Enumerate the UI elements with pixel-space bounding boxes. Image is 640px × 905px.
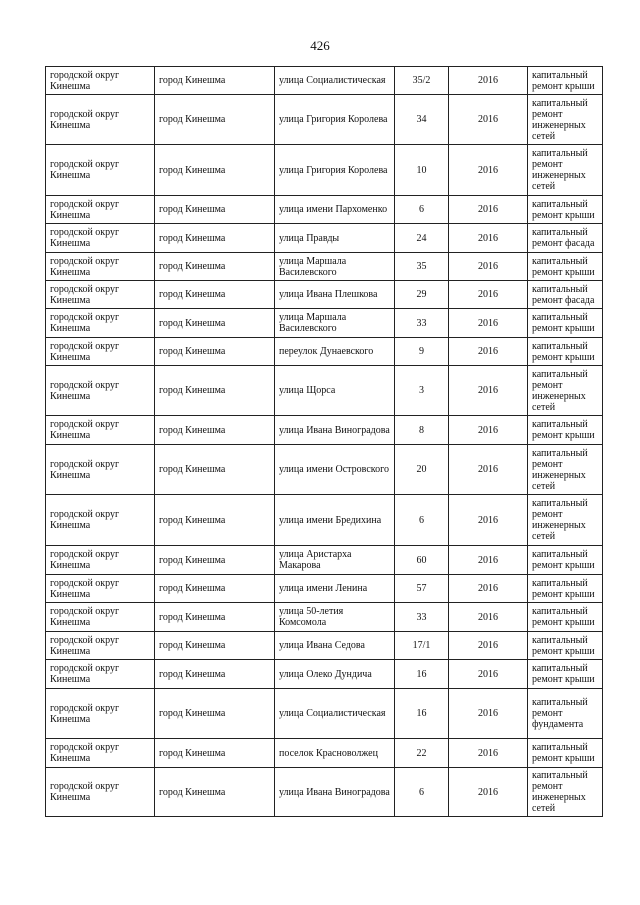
work-type-cell: капитальный ремонт крыши: [528, 196, 603, 224]
street-cell: улица Ивана Седова: [275, 632, 395, 660]
house-number-cell: 33: [395, 603, 449, 632]
settlement-cell: город Кинешма: [155, 253, 275, 281]
house-number-cell: 24: [395, 224, 449, 253]
house-number-cell: 8: [395, 416, 449, 445]
year-cell: 2016: [449, 689, 528, 739]
year-cell: 2016: [449, 366, 528, 416]
year-cell: 2016: [449, 338, 528, 366]
work-type-cell: капитальный ремонт инженерных сетей: [528, 495, 603, 546]
house-number-cell: 34: [395, 95, 449, 145]
settlement-cell: город Кинешма: [155, 495, 275, 546]
municipality-cell: городской округ Кинешма: [46, 253, 155, 281]
work-type-cell: капитальный ремонт фундамента: [528, 689, 603, 739]
year-cell: 2016: [449, 768, 528, 817]
year-cell: 2016: [449, 224, 528, 253]
page-number: 426: [310, 38, 330, 53]
settlement-cell: город Кинешма: [155, 632, 275, 660]
year-cell: 2016: [449, 145, 528, 196]
municipality-cell: городской округ Кинешма: [46, 145, 155, 196]
year-cell: 2016: [449, 309, 528, 338]
repair-registry-table: [45, 66, 603, 817]
table-row: [46, 281, 603, 309]
table-row: [46, 416, 603, 445]
table-row: [46, 366, 603, 416]
settlement-cell: город Кинешма: [155, 145, 275, 196]
table-row: [46, 739, 603, 768]
street-cell: улица Правды: [275, 224, 395, 253]
street-cell: переулок Дунаевского: [275, 338, 395, 366]
table-row: [46, 309, 603, 338]
table-row: [46, 603, 603, 632]
table-row: [46, 445, 603, 495]
street-cell: улица Ивана Плешкова: [275, 281, 395, 309]
settlement-cell: город Кинешма: [155, 366, 275, 416]
municipality-cell: городской округ Кинешма: [46, 603, 155, 632]
registry-table-body: [46, 67, 603, 817]
table-row: [46, 253, 603, 281]
settlement-cell: город Кинешма: [155, 196, 275, 224]
municipality-cell: городской округ Кинешма: [46, 575, 155, 603]
work-type-cell: капитальный ремонт крыши: [528, 67, 603, 95]
year-cell: 2016: [449, 495, 528, 546]
year-cell: 2016: [449, 739, 528, 768]
street-cell: улица имени Пархоменко: [275, 196, 395, 224]
street-cell: улица Социалистическая: [275, 67, 395, 95]
year-cell: 2016: [449, 603, 528, 632]
work-type-cell: капитальный ремонт инженерных сетей: [528, 445, 603, 495]
table-row: [46, 546, 603, 575]
street-cell: улица Маршала Василевского: [275, 253, 395, 281]
municipality-cell: городской округ Кинешма: [46, 224, 155, 253]
settlement-cell: город Кинешма: [155, 338, 275, 366]
work-type-cell: капитальный ремонт фасада: [528, 224, 603, 253]
settlement-cell: город Кинешма: [155, 281, 275, 309]
settlement-cell: город Кинешма: [155, 603, 275, 632]
table-row: [46, 495, 603, 546]
settlement-cell: город Кинешма: [155, 67, 275, 95]
year-cell: 2016: [449, 253, 528, 281]
work-type-cell: капитальный ремонт инженерных сетей: [528, 768, 603, 817]
house-number-cell: 6: [395, 196, 449, 224]
work-type-cell: капитальный ремонт крыши: [528, 546, 603, 575]
house-number-cell: 6: [395, 768, 449, 817]
municipality-cell: городской округ Кинешма: [46, 689, 155, 739]
year-cell: 2016: [449, 575, 528, 603]
settlement-cell: город Кинешма: [155, 224, 275, 253]
settlement-cell: город Кинешма: [155, 689, 275, 739]
settlement-cell: город Кинешма: [155, 739, 275, 768]
street-cell: улица имени Островского: [275, 445, 395, 495]
settlement-cell: город Кинешма: [155, 660, 275, 689]
settlement-cell: город Кинешма: [155, 768, 275, 817]
street-cell: улица Олеко Дундича: [275, 660, 395, 689]
work-type-cell: капитальный ремонт инженерных сетей: [528, 366, 603, 416]
work-type-cell: капитальный ремонт фасада: [528, 281, 603, 309]
municipality-cell: городской округ Кинешма: [46, 445, 155, 495]
municipality-cell: городской округ Кинешма: [46, 366, 155, 416]
settlement-cell: город Кинешма: [155, 416, 275, 445]
municipality-cell: городской округ Кинешма: [46, 196, 155, 224]
settlement-cell: город Кинешма: [155, 546, 275, 575]
work-type-cell: капитальный ремонт крыши: [528, 632, 603, 660]
street-cell: улица Григория Королева: [275, 145, 395, 196]
year-cell: 2016: [449, 67, 528, 95]
street-cell: улица Социалистическая: [275, 689, 395, 739]
municipality-cell: городской округ Кинешма: [46, 95, 155, 145]
settlement-cell: город Кинешма: [155, 309, 275, 338]
municipality-cell: городской округ Кинешма: [46, 660, 155, 689]
table-row: [46, 338, 603, 366]
house-number-cell: 6: [395, 495, 449, 546]
work-type-cell: капитальный ремонт крыши: [528, 416, 603, 445]
year-cell: 2016: [449, 660, 528, 689]
year-cell: 2016: [449, 281, 528, 309]
year-cell: 2016: [449, 95, 528, 145]
house-number-cell: 33: [395, 309, 449, 338]
work-type-cell: капитальный ремонт крыши: [528, 338, 603, 366]
municipality-cell: городской округ Кинешма: [46, 309, 155, 338]
house-number-cell: 3: [395, 366, 449, 416]
settlement-cell: город Кинешма: [155, 445, 275, 495]
municipality-cell: городской округ Кинешма: [46, 416, 155, 445]
table-row: [46, 224, 603, 253]
work-type-cell: капитальный ремонт крыши: [528, 309, 603, 338]
house-number-cell: 10: [395, 145, 449, 196]
municipality-cell: городской округ Кинешма: [46, 281, 155, 309]
house-number-cell: 57: [395, 575, 449, 603]
street-cell: улица имени Ленина: [275, 575, 395, 603]
house-number-cell: 29: [395, 281, 449, 309]
municipality-cell: городской округ Кинешма: [46, 739, 155, 768]
settlement-cell: город Кинешма: [155, 575, 275, 603]
street-cell: улица Ивана Виноградова: [275, 416, 395, 445]
municipality-cell: городской округ Кинешма: [46, 632, 155, 660]
settlement-cell: город Кинешма: [155, 95, 275, 145]
table-row: [46, 632, 603, 660]
table-row: [46, 95, 603, 145]
street-cell: улица Григория Королева: [275, 95, 395, 145]
street-cell: улица Аристарха Макарова: [275, 546, 395, 575]
street-cell: улица имени Бредихина: [275, 495, 395, 546]
table-row: [46, 768, 603, 817]
house-number-cell: 35/2: [395, 67, 449, 95]
year-cell: 2016: [449, 546, 528, 575]
work-type-cell: капитальный ремонт крыши: [528, 739, 603, 768]
house-number-cell: 16: [395, 660, 449, 689]
work-type-cell: капитальный ремонт инженерных сетей: [528, 95, 603, 145]
work-type-cell: капитальный ремонт крыши: [528, 575, 603, 603]
municipality-cell: городской округ Кинешма: [46, 338, 155, 366]
table-row: [46, 145, 603, 196]
street-cell: улица 50-летия Комсомола: [275, 603, 395, 632]
house-number-cell: 60: [395, 546, 449, 575]
year-cell: 2016: [449, 445, 528, 495]
street-cell: улица Ивана Виноградова: [275, 768, 395, 817]
house-number-cell: 16: [395, 689, 449, 739]
table-row: [46, 196, 603, 224]
house-number-cell: 35: [395, 253, 449, 281]
house-number-cell: 22: [395, 739, 449, 768]
work-type-cell: капитальный ремонт крыши: [528, 603, 603, 632]
municipality-cell: городской округ Кинешма: [46, 768, 155, 817]
house-number-cell: 9: [395, 338, 449, 366]
municipality-cell: городской округ Кинешма: [46, 495, 155, 546]
work-type-cell: капитальный ремонт крыши: [528, 660, 603, 689]
table-row: [46, 575, 603, 603]
street-cell: поселок Красноволжец: [275, 739, 395, 768]
house-number-cell: 20: [395, 445, 449, 495]
municipality-cell: городской округ Кинешма: [46, 546, 155, 575]
house-number-cell: 17/1: [395, 632, 449, 660]
work-type-cell: капитальный ремонт инженерных сетей: [528, 145, 603, 196]
street-cell: улица Щорса: [275, 366, 395, 416]
year-cell: 2016: [449, 416, 528, 445]
municipality-cell: городской округ Кинешма: [46, 67, 155, 95]
table-row: [46, 660, 603, 689]
year-cell: 2016: [449, 632, 528, 660]
work-type-cell: капитальный ремонт крыши: [528, 253, 603, 281]
street-cell: улица Маршала Василевского: [275, 309, 395, 338]
year-cell: 2016: [449, 196, 528, 224]
table-row: [46, 689, 603, 739]
table-row: [46, 67, 603, 95]
